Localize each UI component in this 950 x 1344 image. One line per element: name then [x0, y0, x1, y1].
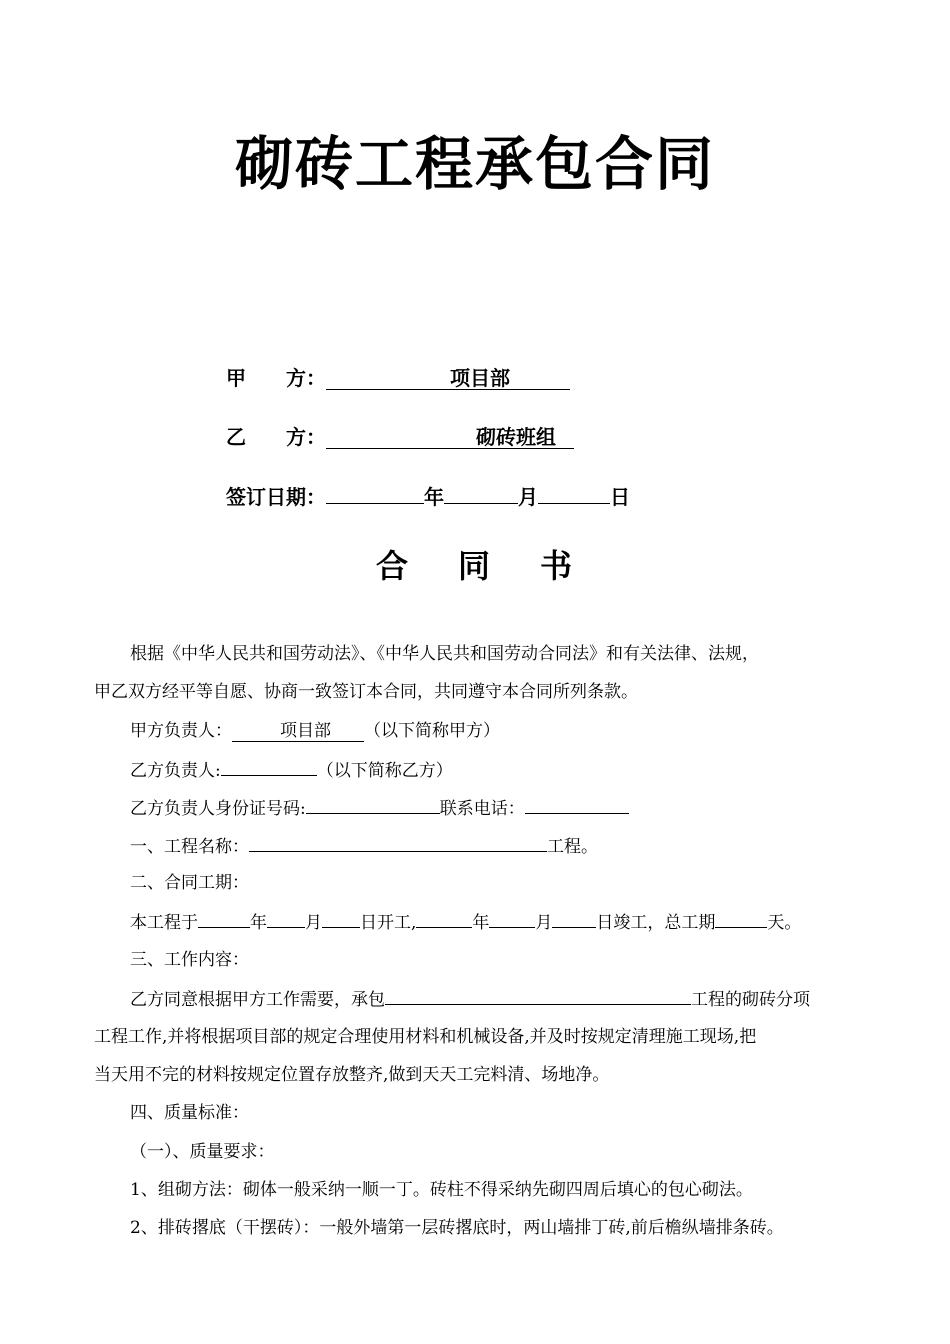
intro-paragraph-line-2: 甲乙双方经平等自愿、协商一致签订本合同，共同遵守本合同所列条款。: [94, 682, 638, 702]
party-b-rep-field[interactable]: [221, 757, 317, 776]
project-name-field[interactable]: [249, 833, 547, 852]
work-content-suffix: 工程的砌砖分项: [691, 990, 810, 1010]
section-quality-standard: 四、质量标准：: [130, 1103, 249, 1123]
sign-month-label: 月: [518, 485, 538, 509]
total-days-label: 天。: [767, 913, 802, 933]
start-day-label: 日开工,: [360, 913, 417, 933]
intro-paragraph-line-1: 根据《中华人民共和国劳动法》、《中华人民共和国劳动合同法》和有关法律、法规，: [130, 644, 759, 664]
project-name-line: [130, 833, 598, 859]
sign-date-line: [226, 481, 630, 511]
end-year-label: 年: [472, 913, 490, 933]
party-b-field[interactable]: [326, 426, 574, 449]
quality-item-2: 2、排砖撂底（干摆砖）：一般外墙第一层砖撂底时，两山墙排丁砖,前后檐纵墙排条砖。: [130, 1218, 784, 1238]
party-a-rep-field[interactable]: [232, 721, 364, 742]
party-a-rep-note: （以下简称甲方）: [364, 721, 500, 741]
sign-day-field[interactable]: [538, 481, 610, 504]
work-content-line-1: [130, 986, 810, 1012]
period-prefix: 本工程于: [130, 913, 198, 933]
party-a-rep-value: 项目部: [280, 721, 331, 741]
work-project-field[interactable]: [385, 986, 691, 1005]
section-work-content: 三、工作内容：: [130, 950, 249, 970]
project-name-label: 一、工程名称：: [130, 837, 249, 857]
document-title: 砌砖工程承包合同: [234, 130, 715, 198]
party-a-label: 甲 方：: [226, 366, 326, 390]
party-b-rep-note: （以下简称乙方）: [316, 761, 453, 781]
contract-subtitle: [0, 544, 950, 588]
subtitle-char-2: 同: [457, 547, 492, 585]
party-b-rep-label: 乙方负责人:: [130, 761, 221, 781]
total-days-field[interactable]: [715, 909, 767, 928]
subtitle-char-1: 合: [375, 547, 410, 585]
party-a-value: 项目部: [450, 366, 510, 390]
sign-date-label: 签订日期：: [226, 485, 326, 509]
subtitle-char-3: 书: [540, 547, 575, 585]
start-year-label: 年: [250, 913, 267, 933]
id-number-label: 乙方负责人身份证号码:: [130, 799, 306, 819]
subsection-quality-requirements: （一）、质量要求：: [130, 1142, 275, 1162]
end-day-field[interactable]: [552, 909, 596, 928]
end-year-field[interactable]: [416, 909, 472, 928]
party-b-line: [226, 423, 574, 451]
start-day-field[interactable]: [322, 909, 360, 928]
period-line: [130, 909, 801, 935]
start-month-label: 月: [305, 913, 322, 933]
sign-year-field[interactable]: [326, 481, 424, 504]
section-contract-period: 二、合同工期：: [130, 873, 249, 893]
sign-year-label: 年: [424, 485, 444, 509]
start-month-field[interactable]: [267, 909, 305, 928]
phone-field[interactable]: [525, 795, 629, 814]
project-name-suffix: 工程。: [547, 837, 598, 857]
party-b-label: 乙 方：: [226, 425, 326, 449]
sign-month-field[interactable]: [444, 481, 518, 504]
work-content-prefix: 乙方同意根据甲方工作需要，承包: [130, 990, 385, 1010]
party-a-rep-line: [130, 719, 500, 743]
quality-item-1: 1、组砌方法：砌体一般采纳一顺一丁。砖柱不得采纳先砌四周后填心的包心砌法。: [130, 1180, 753, 1200]
id-phone-line: [130, 795, 629, 821]
id-number-field[interactable]: [306, 795, 440, 814]
end-month-label: 月: [535, 913, 553, 933]
start-year-field[interactable]: [198, 909, 250, 928]
phone-label: 联系电话：: [439, 799, 525, 819]
end-day-label: 日竣工，总工期: [596, 913, 716, 933]
party-b-rep-line: [130, 757, 453, 783]
party-a-field[interactable]: [326, 367, 570, 390]
party-b-value: 砌砖班组: [476, 425, 556, 449]
end-month-field[interactable]: [489, 909, 535, 928]
work-content-line-2: 工程工作,并将根据项目部的规定合理使用材料和机械设备,并及时按规定清理施工现场,把: [94, 1027, 757, 1047]
work-content-line-3: 当天用不完的材料按规定位置存放整齐,做到天天工完料清、场地净。: [94, 1065, 610, 1085]
party-a-rep-label: 甲方负责人：: [130, 721, 232, 741]
sign-day-label: 日: [610, 485, 630, 509]
party-a-line: [226, 364, 570, 392]
